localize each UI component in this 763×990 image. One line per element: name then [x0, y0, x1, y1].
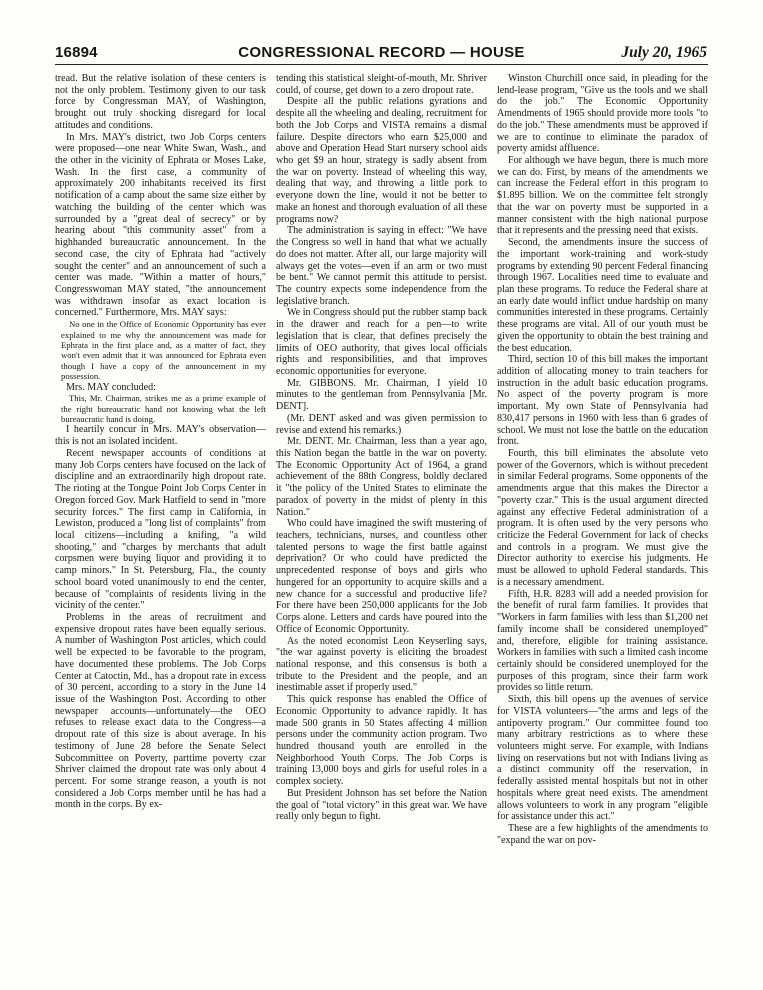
page-date: July 20, 1965 [621, 44, 707, 61]
paragraph: Winston Churchill once said, in pleading for the lend-lease program, "Give us the tools and we shall do the job." The Economic Opportunity Amendments of 1965 should provide more tools "to do the job." These amendments must be approved if we are to continue to eliminate the paradox of poverty amidst affluence. [497, 73, 708, 155]
quoted-paragraph: No one in the Office of Economic Opportunity has ever explained to me why the announcement was made for Ephrata in the first place and, as a matter of fact, they won't even admit that it was announced for Ephrata even though I have a copy of the announcement in my possession. [61, 319, 266, 382]
column-3 [497, 73, 708, 965]
paragraph: These are a few highlights of the amendments to "expand the war on pov- [497, 823, 708, 846]
paragraph: Problems in the areas of recruitment and expensive dropout rates have been equally serious. A number of Washington Post articles, which could well be expected to be favorable to the program, have documented these problems. The Job Corps Center at Catoctin, Md., has a dropout rate in excess of 30 percent, according to a story in the June 14 issue of the Washington Post. According to other newspaper accounts—unfortunately—the OEO refuses to release exact data to the Congress—a dropout rate of this size is about average. In his testimony of June 28 before the Senate Select Subcommittee on Poverty, parttime poverty czar Shriver claimed the dropout rate was only about 4 percent. For some strange reason, a youth is not considered a Job Corps member until he has had a month in the corps. By ex- [55, 611, 266, 811]
paragraph: Despite all the public relations gyrations and despite all the wheeling and dealing, recruitment for both the Job Corps and VISTA remains a dismal failure. Despite directors who earn $25,000 and above and Operation Head Start nursery school aids who get $9 an hour, strategy is sadly absent from the war on poverty. Instead of wheeling this way, dealing that way, and throwing a little pork to everyone down the line, would it not be better to make an honest and thorough evaluation of all these programs now? [276, 96, 487, 225]
paragraph: Mrs. MAY concluded: [66, 381, 156, 393]
paragraph: Third, section 10 of this bill makes the important addition of allocating money to train teachers for instruction in the adult basic education programs. No aspect of the poverty program is more important. My own State of Pennsylvania had 830,417 persons in 1960 with less than 6 grades of school. We must not lose the battle on the education front. [497, 354, 708, 448]
paragraph: For although we have begun, there is much more we can do. First, by means of the amendments we can increase the Federal effort in this program to $1.895 billion. We on the committee felt strongly that the war on poverty must be supported in a manner consistent with the high national purpose that it represents and the pressing need that exists. [497, 155, 708, 237]
paragraph: This quick response has enabled the Office of Economic Opportunity to advance rapidly. It has made 500 grants in 50 States affecting 4 million persons under the community action program. Two hundred thousand youth are enrolled in the Neighborhood Youth Corps. The Job Corps is training 13,000 boys and girls for useful roles in a complex society. [276, 694, 487, 788]
paragraph: Mr. GIBBONS. Mr. Chairman, I yield 10 minutes to the gentleman from Pennsylvania [Mr. DENT]. [276, 377, 487, 413]
paragraph: Recent newspaper accounts of conditions at many Job Corps centers have focused on the lack of discipline and an extraordinarily high dropout rate. The rioting at the Tongue Point Job Corps Center in Oregon forced Gov. Mark Hatfield to send in "more security forces." The first camp in California, in Lewiston, produced a "long list of complaints" from local citizens—including a knifing, "a wild shooting," and "charges by merchants that adult corpsmen were buying liquor and providing it to camp minors." In St. Petersburg, Fla., the county school board voted unanimously to end the center, because of "complaints of residents living in the vicinity of the center." [55, 447, 266, 612]
paragraph: Fifth, H.R. 8283 will add a needed provision for the benefit of rural farm families. It provides that "Workers in farm families with less than $1,200 net family income shall be considered unemployed" and, therefore, eligible for training assistance. Workers in families with such a limited cash income certainly should be considered unemployed for the purposes of this program, since their farm work provides so little return. [497, 588, 708, 694]
paragraph: tending this statistical sleight-of-mouth, Mr. Shriver could, of course, get down to a zero dropout rate. [276, 73, 487, 96]
paragraph: As the noted economist Leon Keyserling says, "the war against poverty is eliciting the broadest national response, and this consensus is both a tribute to the President and the people, and an inestimable asset if properly used." [276, 635, 487, 694]
page-title: CONGRESSIONAL RECORD — HOUSE [238, 44, 525, 61]
paragraph: Fourth, this bill eliminates the absolute veto power of the Governors, which is without precedent in similar Federal programs. Some opponents of the amendments argue that this makes the Director a "poverty czar." This is the usual argument directed against any effective Federal administration of a program. It is often used by the very persons who criticize the Federal Government for lack of checks and controls in a program. We must give the Director authority to exercise his judgments. He must be allowed to uphold Federal standards. This is a necessary amendment. [497, 448, 708, 588]
header-rule [55, 64, 708, 65]
paragraph: Sixth, this bill opens up the avenues of service for VISTA volunteers—"the arms and legs of the antipoverty program." Our committee found too many arbitrary restrictions as to where these volunteers might serve. For example, with Indians living on reservations but not with Indians living as a distinct community off the reservation, in federally assisted mental hospitals but not in other hospitals where great need exists. The amendment allows volunteers to work in any program "eligible for assistance under this act." [497, 694, 708, 823]
paragraph: The administration is saying in effect: "We have the Congress so well in hand that what we actually do does not matter. After all, our large majority will always get the votes—even if an arm or two must be bent." We cannot permit this attitude to persist. The country expects some independence from the legislative branch. [276, 225, 487, 307]
paragraph: I heartily concur in Mrs. MAY's observation—this is not an isolated incident. [55, 424, 266, 448]
paragraph: tread. But the relative isolation of these centers is not the only problem. Testimony given to our task force by Congressman MAY, of Washington, brought out truly shocking disregard for local attitudes and conditions. [55, 73, 266, 131]
paragraph: But President Johnson has set before the Nation the goal of "total victory" in this great war. We have really only begun to fight. [276, 787, 487, 823]
paragraph: (Mr. DENT asked and was given permission to revise and extend his remarks.) [276, 412, 487, 436]
page-number: 16894 [55, 44, 98, 61]
quoted-paragraph: This, Mr. Chairman, strikes me as a prime example of the right bureaucratic hand not knowing what the left bureaucratic hand is doing. [61, 393, 266, 425]
paragraph: We in Congress should put the rubber stamp back in the drawer and reach for a pen—to write legislation that is clear, that defines precisely the limits of OEO authority, that gives local officials rights and responsibilities, and that improves economic opportunities for everyone. [276, 307, 487, 377]
paragraph: In Mrs. MAY's district, two Job Corps centers were proposed—one near White Swan, Wash., and the other in the vicinity of Ephrata or Moses Lake, Wash. In the first case, a community of approximately 200 inhabitants received its first notification of a camp about the same size either by watching the building of the center which was surrounded by a "great deal of secrecy" or by hearing about "this community asset" from a highhanded bureaucratic announcement. In the second case, the city of Ephrata had "actively sought the center" and an announcement of such a center was made. "Within a matter of hours," Congresswoman MAY stated, "the announcement was withdrawn insofar as exact location is concerned." Furthermore, Mrs. MAY says: [55, 131, 266, 319]
column-2 [276, 73, 487, 965]
paragraph: Who could have imagined the swift mustering of teachers, technicians, nurses, and countless other talented persons to wage the first battle against deprivation? Or who could have predicted the unprecedented response of boys and girls who hungered for an opportunity to acquire skills and a new chance for a successful and productive life? For there have been 250,000 applicants for the Job Corps alone. Letters and cards have poured into the Office of Economic Opportunity. [276, 518, 487, 635]
paragraph: Second, the amendments insure the success of the important work-training and work-study programs by extending 90 percent Federal financing through 1967. Localities need time to evaluate and plan these programs. To reduce the Federal share at an early date would inflict undue hardship on many communities interested in these programs. Certainly these programs are vital. All of our youth must be given the opportunity to obtain the best training and the best education. [497, 237, 708, 354]
paragraph: Mr. DENT. Mr. Chairman, less than a year ago, this Nation began the battle in the war on poverty. The Economic Opportunity Act of 1964, a grand achievement of the 88th Congress, boldly declared it "the policy of the United States to eliminate the paradox of poverty in the midst of plenty in this Nation." [276, 436, 487, 518]
column-1 [55, 73, 266, 965]
